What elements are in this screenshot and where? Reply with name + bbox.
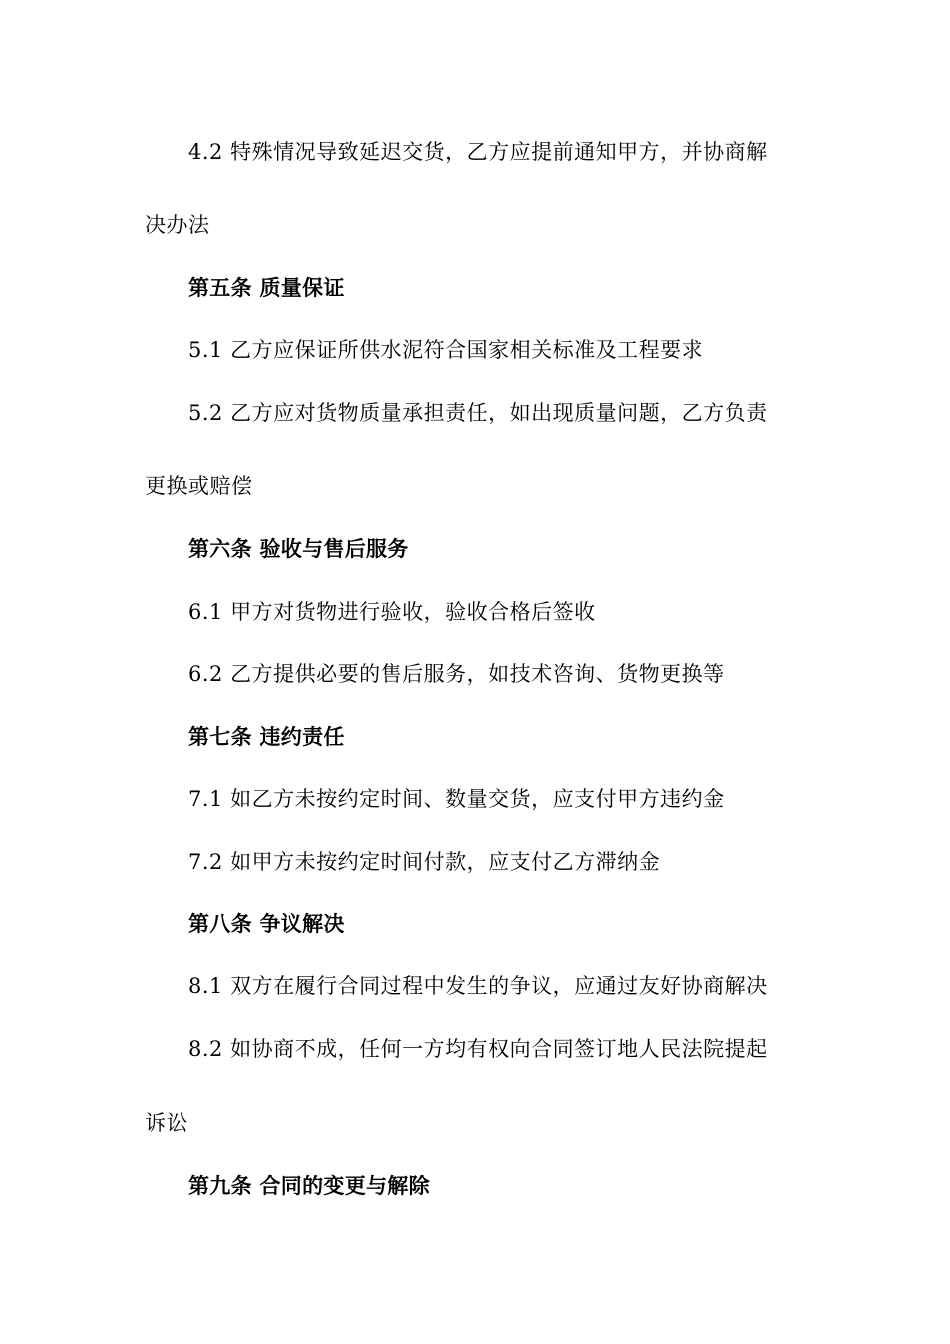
clause-4-2-line-1: 4.2 特殊情况导致延迟交货，乙方应提前通知甲方，并协商解 — [188, 140, 768, 164]
article-5-heading: 第五条 质量保证 — [188, 276, 345, 300]
article-8-heading: 第八条 争议解决 — [188, 912, 345, 936]
article-7-heading: 第七条 违约责任 — [188, 725, 345, 749]
clause-5-2-line-1: 5.2 乙方应对货物质量承担责任，如出现质量问题，乙方负责 — [188, 401, 768, 425]
clause-8-2-line-1: 8.2 如协商不成，任何一方均有权向合同签订地人民法院提起 — [188, 1037, 768, 1061]
clause-5-1: 5.1 乙方应保证所供水泥符合国家相关标准及工程要求 — [188, 338, 704, 362]
clause-7-1: 7.1 如乙方未按约定时间、数量交货，应支付甲方违约金 — [188, 787, 725, 811]
clause-8-1: 8.1 双方在履行合同过程中发生的争议，应通过友好协商解决 — [188, 974, 768, 998]
article-9-heading: 第九条 合同的变更与解除 — [188, 1174, 430, 1198]
clause-5-2-line-2: 更换或赔偿 — [145, 474, 253, 498]
article-6-heading: 第六条 验收与售后服务 — [188, 537, 409, 561]
clause-8-2-line-2: 诉讼 — [145, 1111, 188, 1135]
clause-6-2: 6.2 乙方提供必要的售后服务，如技术咨询、货物更换等 — [188, 662, 725, 686]
clause-7-2: 7.2 如甲方未按约定时间付款，应支付乙方滞纳金 — [188, 850, 661, 874]
clause-6-1: 6.1 甲方对货物进行验收，验收合格后签收 — [188, 600, 596, 624]
clause-4-2-line-2: 决办法 — [145, 213, 210, 237]
